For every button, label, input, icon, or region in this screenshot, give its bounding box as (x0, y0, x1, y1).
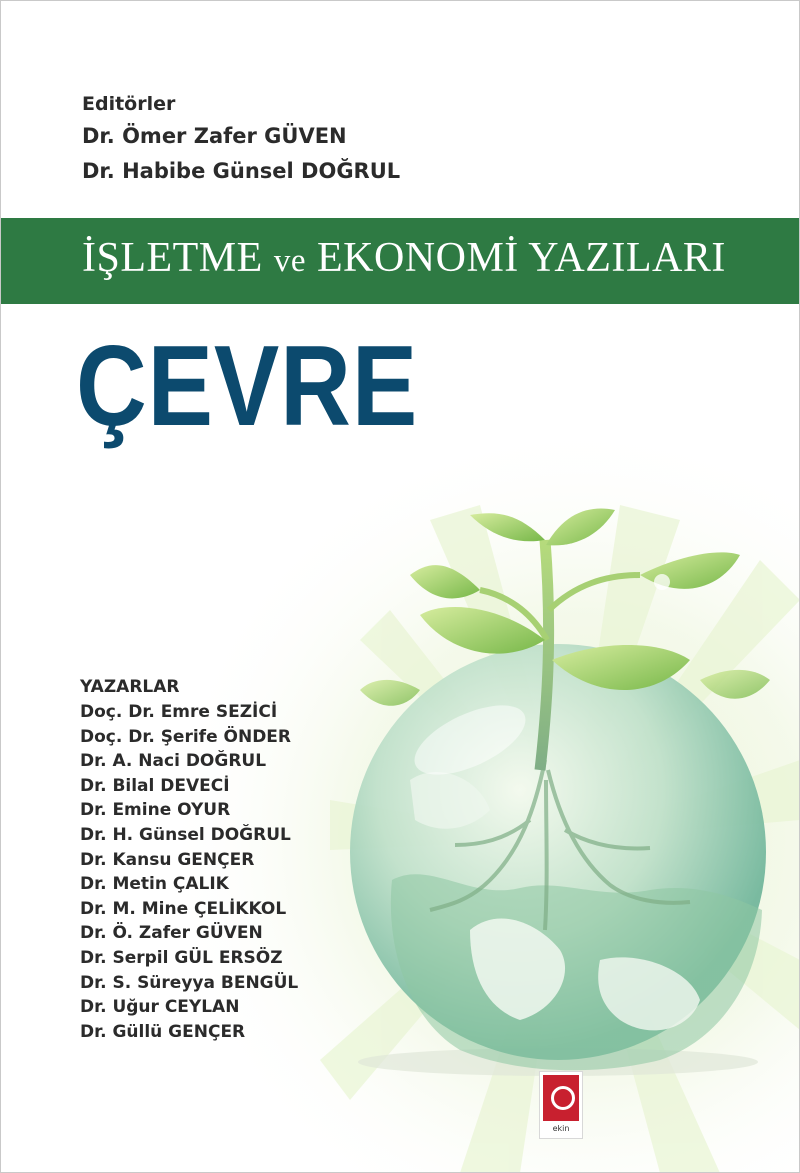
author-name: Dr. A. Naci DOĞRUL (80, 751, 267, 772)
water-drop (654, 574, 670, 590)
author-name: Dr. Serpil GÜL ERSÖZ (80, 947, 283, 968)
author-name: Doç. Dr. Emre SEZİCİ (80, 702, 278, 722)
author-name: Dr. Uğur CEYLAN (80, 997, 240, 1018)
author-name: Dr. Bilal DEVECİ (80, 775, 230, 796)
editor-name: Dr. Ömer Zafer GÜVEN (82, 124, 347, 148)
publisher-logo-mark (543, 1075, 579, 1121)
author-name: Dr. Güllü GENÇER (80, 1021, 246, 1042)
publisher-logo-icon (551, 1086, 575, 1110)
author-name: Dr. S. Süreyya BENGÜL (80, 972, 299, 993)
publisher-name: ekin (552, 1124, 570, 1133)
authors-label: YAZARLAR (80, 677, 180, 697)
editor-name: Dr. Habibe Günsel DOĞRUL (82, 159, 401, 183)
author-name: Dr. Kansu GENÇER (80, 849, 255, 870)
book-title: ÇEVRE (76, 323, 419, 450)
series-title-connector: ve (273, 243, 306, 279)
author-name: Dr. Emine OYUR (80, 800, 231, 821)
series-title-part: EKONOMİ YAZILARI (316, 235, 726, 281)
author-name: Dr. Ö. Zafer GÜVEN (80, 923, 263, 944)
editors-block (82, 93, 400, 184)
author-name: Dr. Metin ÇALIK (80, 874, 229, 895)
series-title-part: İŞLETME (82, 235, 263, 281)
editors-label: Editörler (82, 93, 176, 115)
authors-block (80, 674, 298, 1044)
series-title (82, 232, 726, 287)
author-name: Dr. M. Mine ÇELİKKOL (80, 898, 287, 919)
publisher-logo (539, 1071, 583, 1139)
author-name: Doç. Dr. Şerife ÖNDER (80, 726, 292, 747)
author-name: Dr. H. Günsel DOĞRUL (80, 824, 291, 845)
